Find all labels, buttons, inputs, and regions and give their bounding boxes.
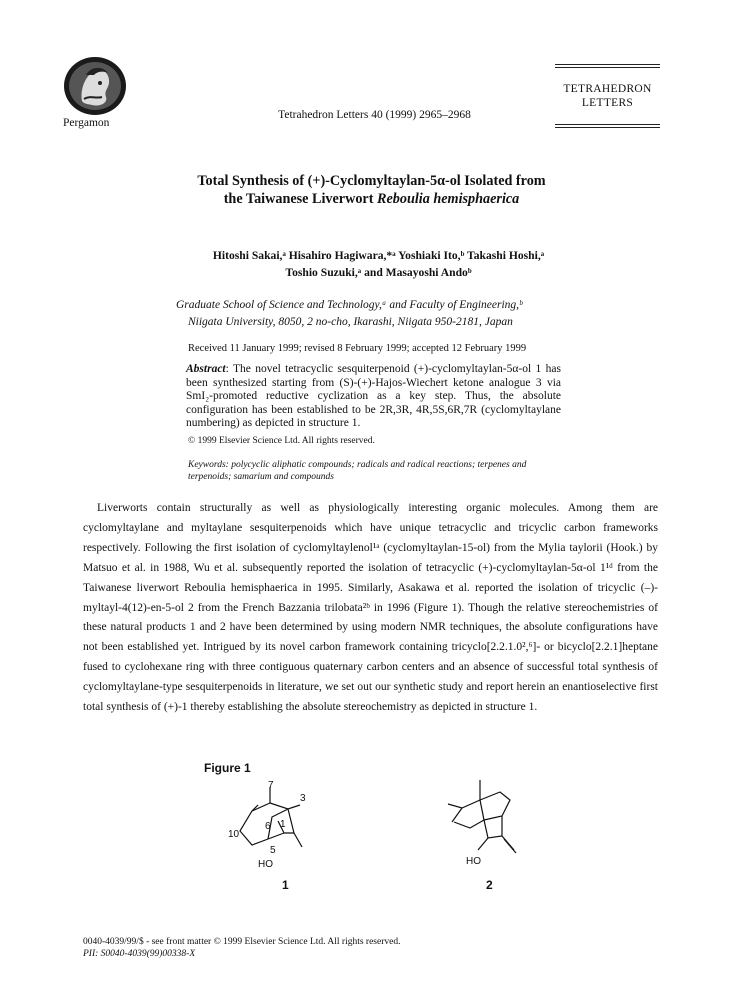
footer-issn: 0040-4039/99/$ - see front matter © 1999 Elsevier Science Ltd. All rights reserved.: [83, 937, 401, 947]
affiliation: [176, 297, 606, 331]
atom-label-10: 10: [228, 829, 240, 840]
abstract-text: : The novel tetracyclic sesquiterpenoid (+)-cyclomyltaylan-5α-ol 1 has been synthesized starting from (S)-(+)-Hajos-Wiechert ketone analogue 3 via SmI₂-promoted reductive cyclization as a key step. Thus, the absolute configuration has been established to be 2R,3R, 4R,5S,6R,7R (cyclomyltaylane numbering) as depicted in structure 1.: [186, 363, 561, 430]
author-list: [0, 247, 731, 281]
article-title: [0, 172, 731, 208]
compound-number-2: 2: [486, 878, 493, 892]
keywords-text: polycyclic aliphatic compounds; radicals and radical reactions; terpenes and terpenoids; samarium and compounds: [188, 460, 527, 482]
compound-number-1: 1: [282, 878, 289, 892]
hydroxyl-label: HO: [258, 859, 273, 870]
masthead-rule: [555, 64, 660, 65]
atom-label-1: 1: [280, 819, 286, 830]
page-footer: [83, 936, 400, 960]
authors-line2: Toshio Suzuki,ᵃ and Masayoshi Andoᵇ: [285, 266, 472, 279]
footer-pii: PII: S0040-4039(99)00338-X: [83, 949, 196, 959]
abstract-copyright: © 1999 Elsevier Science Ltd. All rights reserved.: [188, 436, 375, 446]
atom-label-6: 6: [265, 821, 271, 832]
title-line2-text: the Taiwanese Liverwort: [223, 191, 377, 207]
journal-name-line1: TETRAHEDRON: [563, 83, 652, 95]
atom-label-5: 5: [270, 845, 276, 856]
atom-label-3: 3: [300, 793, 306, 804]
abstract-label: Abstract: [186, 363, 226, 375]
publisher-name: Pergamon: [63, 117, 110, 129]
masthead-rule: [555, 127, 660, 128]
body-paragraph: Liverworts contain structurally as well as physiologically interesting organic molecules. Among them are cyclomyltaylane and myltaylane sesquiterpenoids which have unique tetracyclic and tricyclic carbon frameworks respectively. Following the first isolation of cyclomyltaylenol¹ᵃ (cyclomyltaylan-15-ol) from the Mylia taylorii (Hook.) by Matsuo et al. in 1988, Wu et al. subsequently reported the isolation of tetracyclic (+)-cyclomyltaylan-5α-ol 1¹ᵈ from the Taiwanese liverwort Reboulia hemisphaerica in 1995. Similarly, Asakawa et al. reported the isolation of tricyclic (–)-myltayl-4(12)-en-5-ol 2 from the French Bazzania trilobata²ᵇ in 1996 (Figure 1). Though the relative stereochemistries of these natural products 1 and 2 have been determined by using modern NMR techniques, the absolute configurations have not been established yet. Intrigued by its novel carbon framework containing tricyclo[2.2.1.0²,⁶]- or bicyclo[2.2.1]heptane fused to cyclohexane ring with three contiguous quaternary carbon centers and an absence of successful total synthesis of cyclomyltaylane-type sesquiterpenoids in literature, we set out our synthetic study and report herein an enantioselective first total synthesis of (+)-1 thereby establishing the absolute stereochemistry as depicted in structure 1.: [83, 502, 658, 714]
affiliation-line1: Graduate School of Science and Technology,ᵃ and Faculty of Engineering,ᵇ: [176, 299, 523, 311]
authors-line1: Hitoshi Sakai,ᵃ Hisahiro Hagiwara,*ᵃ Yoshiaki Ito,ᵇ Takashi Hoshi,ᵃ: [212, 249, 545, 262]
keywords: [188, 459, 558, 483]
body-text: [83, 499, 658, 718]
journal-citation: Tetrahedron Letters 40 (1999) 2965–2968: [278, 109, 471, 121]
title-species: Reboulia hemisphaerica: [377, 191, 520, 207]
masthead-rule: [555, 124, 660, 125]
title-line1: Total Synthesis of (+)-Cyclomyltaylan-5α-ol Isolated from: [197, 173, 546, 189]
title-line2: [12, 190, 731, 208]
publisher-logo: [62, 55, 128, 117]
hydroxyl-label: HO: [466, 856, 481, 867]
affiliation-line2: Niigata University, 8050, 2 no-cho, Ikarashi, Niigata 950-2181, Japan: [188, 316, 513, 328]
keywords-label: Keywords:: [188, 460, 229, 470]
journal-masthead: [555, 62, 660, 130]
journal-name-line2: LETTERS: [581, 97, 634, 109]
journal-name: [555, 82, 660, 110]
atom-label-7: 7: [268, 780, 274, 791]
chemical-structure-1: [222, 775, 327, 873]
masthead-rule: [555, 67, 660, 68]
chemical-structure-2: [440, 778, 540, 878]
received-dates: Received 11 January 1999; revised 8 February 1999; accepted 12 February 1999: [188, 343, 527, 354]
figure-label: Figure 1: [204, 761, 251, 775]
abstract: [186, 363, 561, 431]
